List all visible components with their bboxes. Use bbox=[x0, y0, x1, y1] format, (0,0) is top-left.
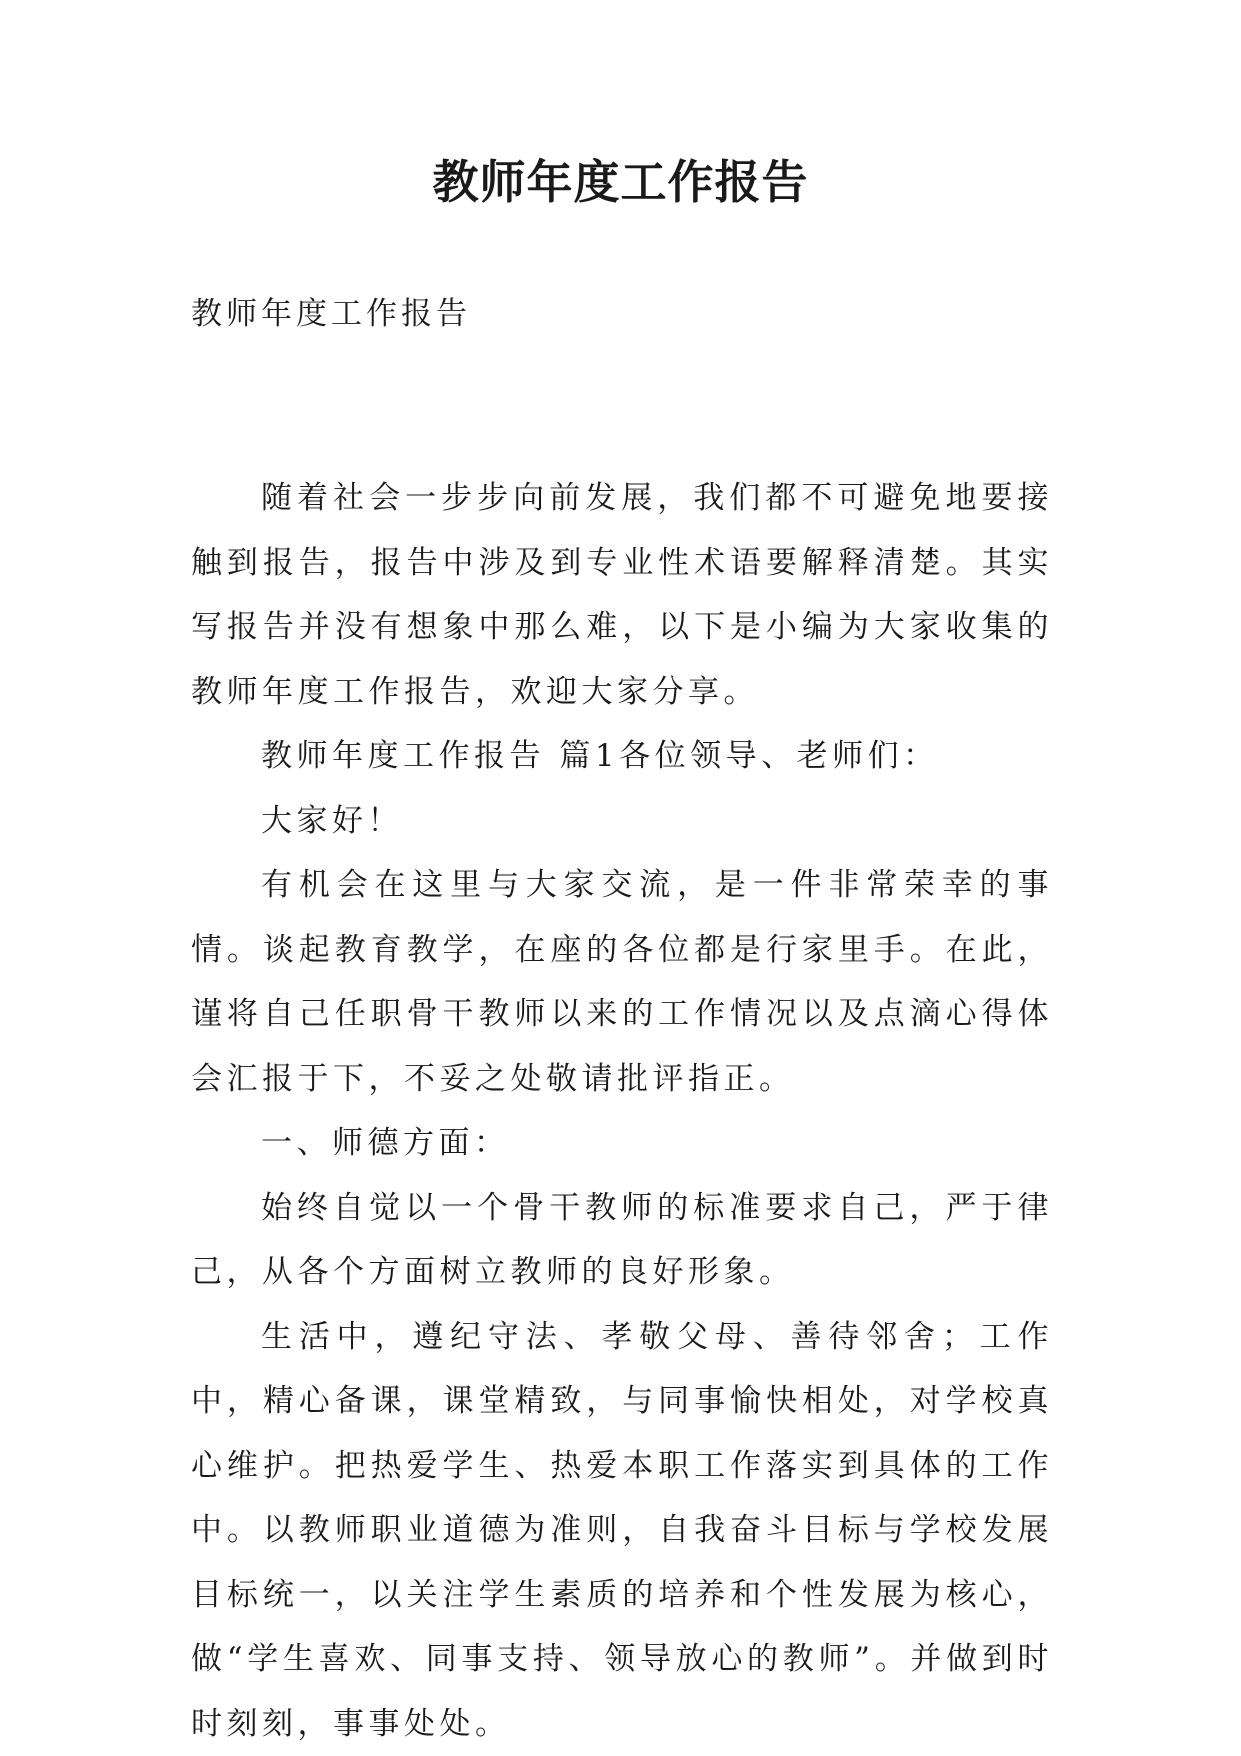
document-title: 教师年度工作报告 bbox=[0, 152, 1241, 212]
paragraph-ethics-standard: 始终自觉以一个骨干教师的标准要求自己，严于律己，从各个方面树立教师的良好形象。 bbox=[191, 1176, 1053, 1305]
paragraph-ethics-life: 生活中，遵纪守法、孝敬父母、善待邻舍；工作中，精心备课，课堂精致，与同事愉快相处，对学校真心维护。把热爱学生、热爱本职工作落实到具体的工作中。以教师职业道德为准则，自我奋斗目标与学校发展目标统一，以关注学生素质的培养和个性发展为核心，做“学生喜欢、同事支持、领导放心的教师”。并做到时时刻刻，事事处处。 bbox=[191, 1305, 1053, 1756]
paragraph-ethics-heading: 一、师德方面： bbox=[191, 1111, 1053, 1176]
document-subtitle: 教师年度工作报告 bbox=[191, 292, 471, 336]
paragraph-intro: 随着社会一步步向前发展，我们都不可避免地要接触到报告，报告中涉及到专业性术语要解释清楚。其实写报告并没有想象中那么难，以下是小编为大家收集的教师年度工作报告，欢迎大家分享。 bbox=[191, 466, 1053, 724]
paragraph-greeting: 大家好！ bbox=[191, 789, 1053, 854]
paragraph-section-heading: 教师年度工作报告 篇1各位领导、老师们： bbox=[191, 724, 1053, 789]
document-body bbox=[191, 466, 1053, 1756]
paragraph-opening: 有机会在这里与大家交流，是一件非常荣幸的事情。谈起教育教学，在座的各位都是行家里手。在此，谨将自己任职骨干教师以来的工作情况以及点滴心得体会汇报于下，不妥之处敬请批评指正。 bbox=[191, 853, 1053, 1111]
